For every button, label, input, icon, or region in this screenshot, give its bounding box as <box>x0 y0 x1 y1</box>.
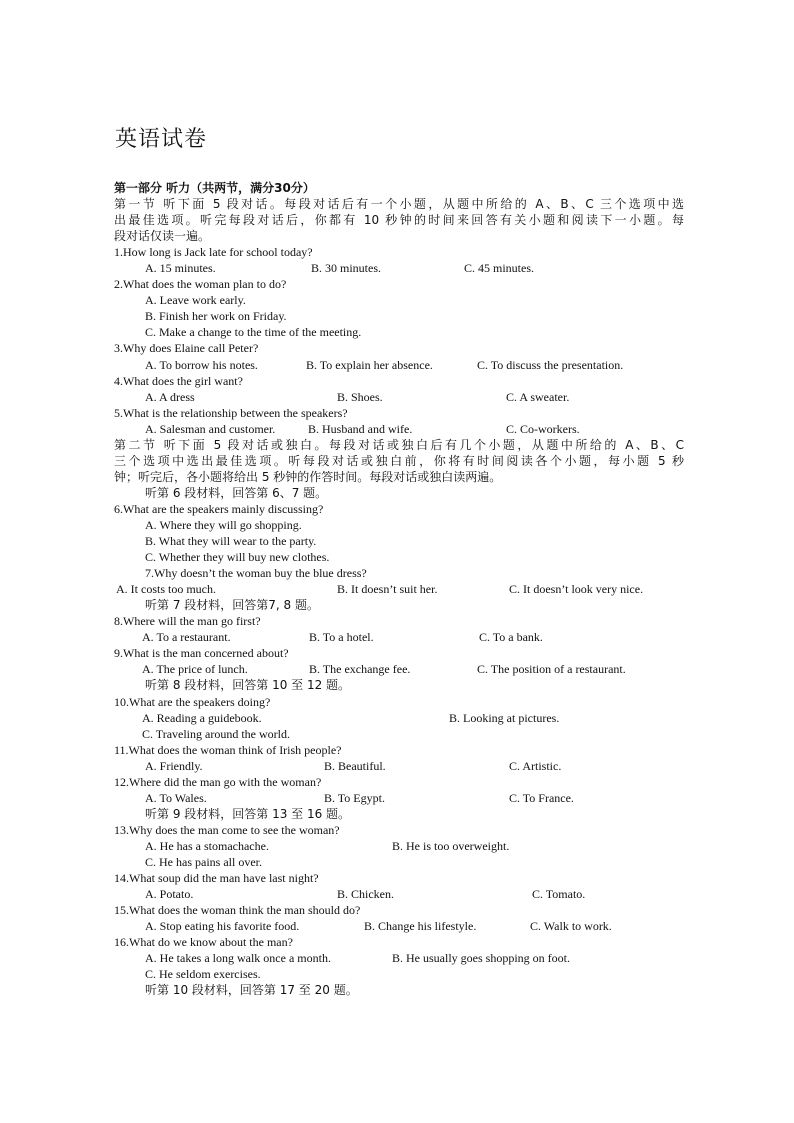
question-stem: 14.What soup did the man have last night? <box>114 871 319 886</box>
question-stem: 15.What does the woman think the man should do? <box>114 903 361 918</box>
option-c: C. He seldom exercises. <box>145 967 261 982</box>
option-c: C. 45 minutes. <box>464 261 535 276</box>
option-b: B. 30 minutes. <box>311 261 382 276</box>
option-a: A. He has a stomachache. <box>145 838 269 853</box>
option-c: C. Traveling around the world. <box>142 726 290 741</box>
option-a: A. Reading a guidebook. <box>142 710 262 725</box>
section2-instruction-line: 钟；听完后，各小题将给出 5 秒钟的作答时间。每段对话或独白读两遍。 <box>114 469 502 484</box>
option-c: C. To France. <box>509 790 574 805</box>
option-a: A. He takes a long walk once a month. <box>145 951 331 966</box>
option-c: C. The position of a restaurant. <box>477 662 626 677</box>
page-title: 英语试卷 <box>115 127 208 152</box>
part1-heading: 第一部分 听力（共两节，满分30分） <box>114 181 315 195</box>
option-c: C. To a bank. <box>479 630 543 645</box>
question-stem: 9.What is the man concerned about? <box>114 646 289 661</box>
option-c: C. A sweater. <box>506 389 570 404</box>
option-b: B. It doesn’t suit her. <box>337 582 438 597</box>
option-row <box>114 950 684 966</box>
option-a: A. Leave work early. <box>145 293 246 308</box>
question-stem: 5.What is the relationship between the speakers? <box>114 405 348 420</box>
option-row <box>114 838 684 854</box>
question-stem: 8.Where will the man go first? <box>114 614 261 629</box>
option-row <box>114 886 684 902</box>
option-a: A. Friendly. <box>145 758 203 773</box>
exam-content <box>114 180 684 998</box>
material-heading: 听第 6 段材料，回答第 6、7 题。 <box>145 485 328 500</box>
question-stem: 6.What are the speakers mainly discussing? <box>114 501 324 516</box>
option-b: B. Change his lifestyle. <box>364 919 477 934</box>
option-c: C. Co-workers. <box>506 421 580 436</box>
option-b: B. To Egypt. <box>324 790 385 805</box>
option-row <box>114 357 684 373</box>
option-row <box>114 661 684 677</box>
question-stem: 13.Why does the man come to see the woman? <box>114 822 340 837</box>
option-b: B. To a hotel. <box>309 630 374 645</box>
option-a: A. The price of lunch. <box>142 662 248 677</box>
material-heading: 听第 10 段材料，回答第 17 至 20 题。 <box>145 983 358 998</box>
option-row <box>114 260 684 276</box>
option-row <box>114 421 684 437</box>
option-c: C. Artistic. <box>509 758 562 773</box>
option-c: C. Whether they will buy new clothes. <box>145 550 330 565</box>
question-stem: 16.What do we know about the man? <box>114 935 293 950</box>
material-heading: 听第 7 段材料，回答第7, 8 题。 <box>145 598 319 613</box>
option-b: B. Husband and wife. <box>308 421 413 436</box>
option-a: A. A dress <box>145 389 195 404</box>
question-stem: 3.Why does Elaine call Peter? <box>114 341 259 356</box>
material-heading: 听第 8 段材料，回答第 10 至 12 题。 <box>145 678 351 693</box>
option-b: B. Beautiful. <box>324 758 386 773</box>
question-stem: 1.How long is Jack late for school today? <box>114 245 313 260</box>
option-a: A. It costs too much. <box>116 582 216 597</box>
option-a: A. Where they will go shopping. <box>145 517 302 532</box>
option-row <box>114 629 684 645</box>
option-b: B. He usually goes shopping on foot. <box>392 951 570 966</box>
section2-instruction-line: 第二节 听下面 5 段对话或独白。每段对话或独白后有几个小题，从题中所给的 A、B、C <box>114 437 684 452</box>
option-a: A. 15 minutes. <box>145 261 216 276</box>
option-b: B. Finish her work on Friday. <box>145 309 287 324</box>
section1-instruction-line: 出最佳选项。听完每段对话后，你都有 10 秒钟的时间来回答有关小题和阅读下一小题。每 <box>114 213 684 228</box>
option-row <box>114 758 684 774</box>
option-row <box>114 790 684 806</box>
question-stem: 10.What are the speakers doing? <box>114 694 271 709</box>
question-stem: 7.Why doesn’t the woman buy the blue dress? <box>145 566 367 581</box>
option-b: B. To explain her absence. <box>306 357 433 372</box>
question-stem: 11.What does the woman think of Irish people? <box>114 742 342 757</box>
option-b: B. Chicken. <box>337 887 394 902</box>
question-stem: 4.What does the girl want? <box>114 373 243 388</box>
option-row <box>114 389 684 405</box>
question-stem: 2.What does the woman plan to do? <box>114 277 287 292</box>
option-c: C. He has pains all over. <box>145 854 262 869</box>
option-c: C. Make a change to the time of the meeting. <box>145 325 362 340</box>
option-a: A. Salesman and customer. <box>145 421 276 436</box>
question-stem: 12.Where did the man go with the woman? <box>114 774 322 789</box>
option-b: B. Shoes. <box>337 389 383 404</box>
option-row <box>114 581 684 597</box>
section1-instruction-line: 段对话仅读一遍。 <box>114 229 211 244</box>
option-a: A. Stop eating his favorite food. <box>145 919 300 934</box>
option-a: A. To Wales. <box>145 790 207 805</box>
option-c: C. Walk to work. <box>530 919 612 934</box>
option-b: B. He is too overweight. <box>392 838 510 853</box>
option-row <box>114 918 684 934</box>
option-c: C. To discuss the presentation. <box>477 357 624 372</box>
option-a: A. To borrow his notes. <box>145 357 258 372</box>
option-c: C. It doesn’t look very nice. <box>509 582 644 597</box>
material-heading: 听第 9 段材料，回答第 13 至 16 题。 <box>145 806 351 821</box>
option-b: B. Looking at pictures. <box>449 710 560 725</box>
option-b: B. What they will wear to the party. <box>145 534 317 549</box>
option-row <box>114 710 684 726</box>
section2-instruction-line: 三个选项中选出最佳选项。听每段对话或独白前，你将有时间阅读各个小题，每小题 5 秒 <box>114 453 684 468</box>
option-a: A. To a restaurant. <box>142 630 231 645</box>
option-b: B. The exchange fee. <box>309 662 411 677</box>
option-c: C. Tomato. <box>532 887 586 902</box>
option-a: A. Potato. <box>145 887 194 902</box>
section1-instruction-line: 第一节 听下面 5 段对话。每段对话后有一个小题，从题中所给的 A、B、C 三个选项中选 <box>114 197 684 212</box>
